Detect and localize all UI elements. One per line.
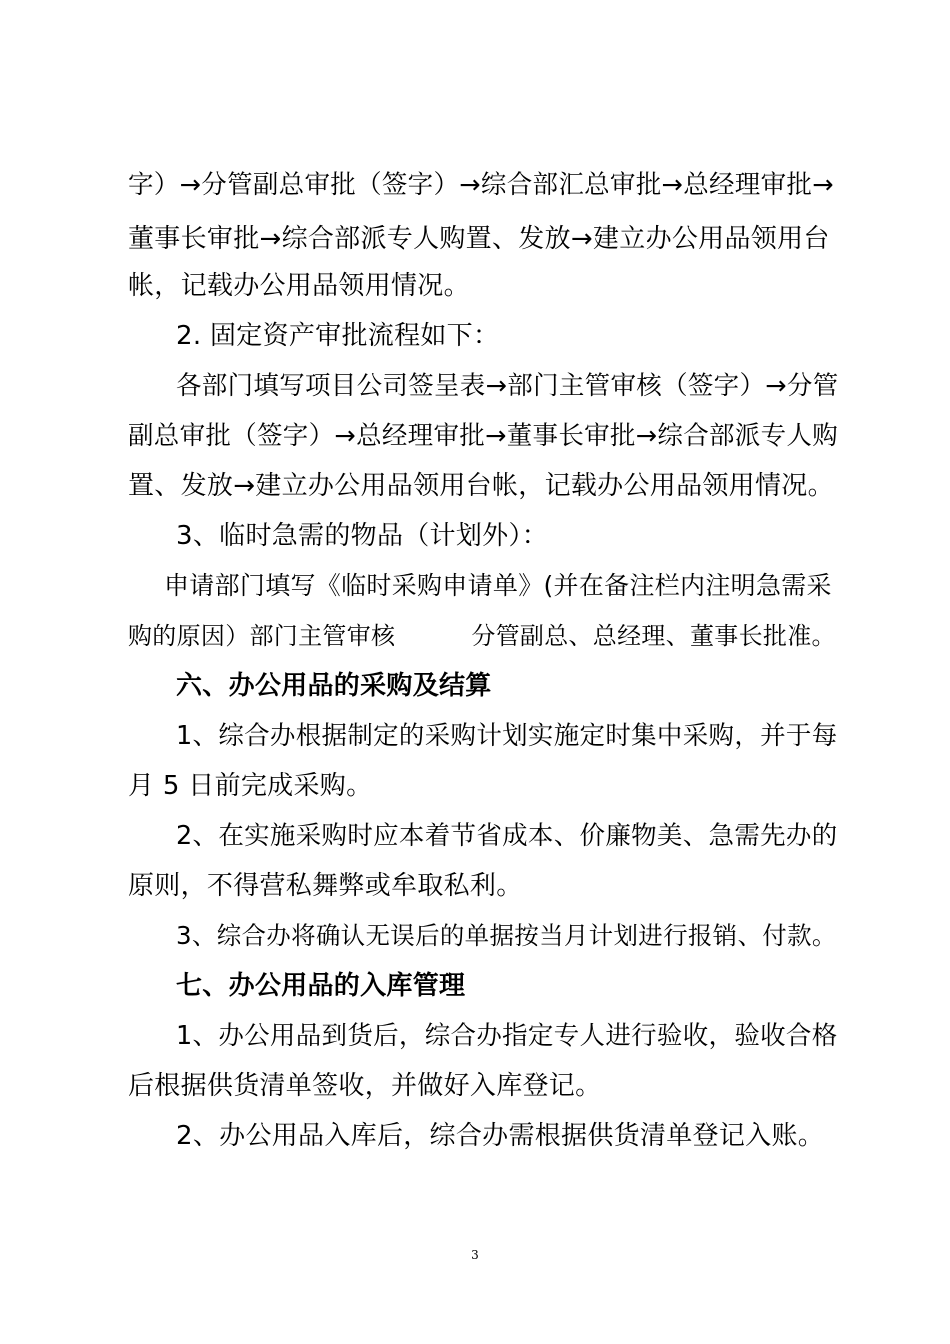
paragraph-line: 副总审批（签字）→总经理审批→董事长审批→综合部派专人购 [128,421,838,451]
section-subheading: 3、临时急需的物品（计划外）： [176,521,549,551]
section-subheading: 2. 固定资产审批流程如下： [176,321,500,351]
paragraph-line [128,618,836,654]
section-heading: 七、办公用品的入库管理 [176,971,466,1001]
paragraph-line: 月 5 日前完成采购。 [128,771,373,801]
paragraph-line: 帐，记载办公用品领用情况。 [128,271,470,301]
paragraph-line: 2、在实施采购时应本着节省成本、价廉物美、急需先办的 [176,821,838,851]
paragraph-line: 置、发放→建立办公用品领用台帐，记载办公用品领用情况。 [128,471,834,501]
paragraph-line: 各部门填写项目公司签呈表→部门主管审核（签字）→分管 [176,371,839,401]
paragraph-fragment: 购的原因）部门主管审核 [128,622,396,650]
paragraph-line: 申请部门填写《临时采购申请单》(并在备注栏内注明急需采 [164,571,832,600]
paragraph-line: 1、办公用品到货后，综合办指定专人进行验收，验收合格 [176,1021,838,1051]
page-number: 3 [471,1248,479,1262]
paragraph-line: 后根据供货清单签收，并做好入库登记。 [128,1071,602,1101]
paragraph-line: 原则，不得营私舞弊或牟取私利。 [128,871,523,901]
paragraph-line: 字）→分管副总审批（签字）→综合部汇总审批→总经理审批→ [128,170,834,200]
paragraph-line: 2、办公用品入库后，综合办需根据供货清单登记入账。 [176,1121,825,1151]
paragraph-line: 3、综合办将确认无误后的单据按当月计划进行报销、付款。 [176,921,837,950]
paragraph-line: 董事长审批→综合部派专人购置、发放→建立办公用品领用台 [128,224,830,254]
paragraph-line: 1、综合办根据制定的采购计划实施定时集中采购，并于每 [176,721,838,751]
paragraph-fragment: 分管副总、总经理、董事长批准。 [471,622,836,650]
section-heading: 六、办公用品的采购及结算 [176,671,492,701]
